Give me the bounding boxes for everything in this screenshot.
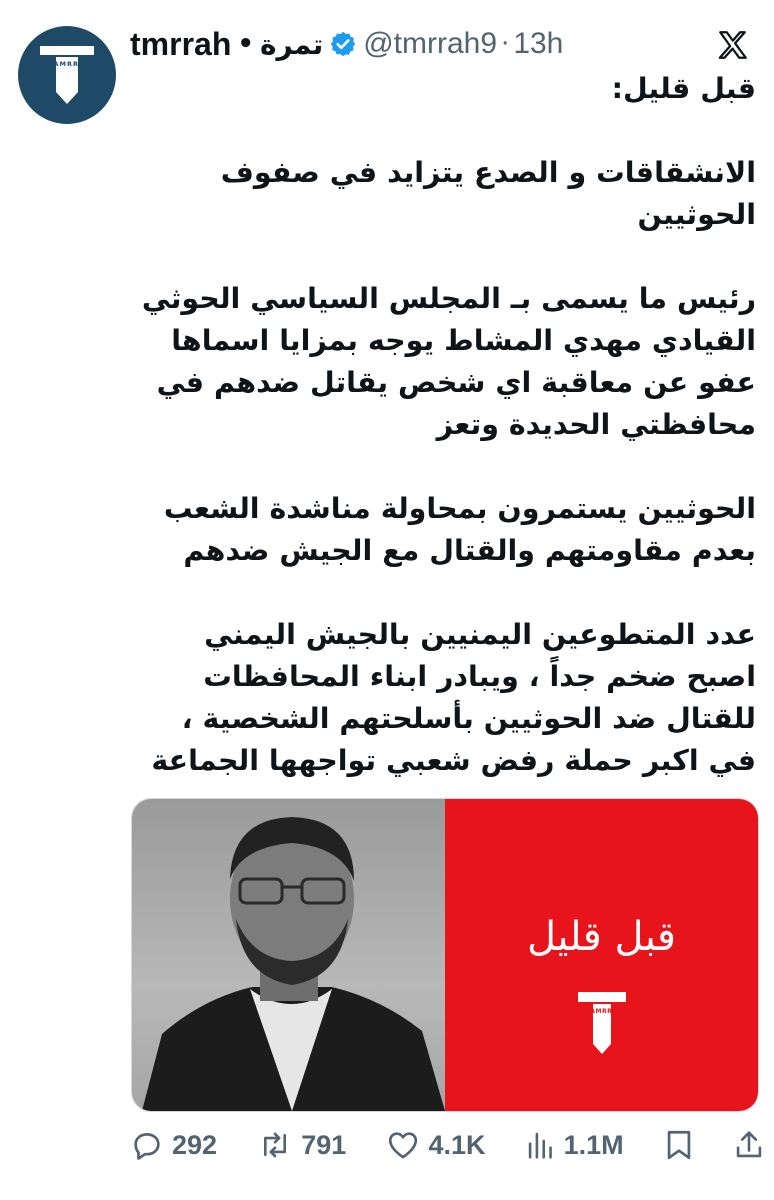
repost-icon bbox=[257, 1128, 293, 1162]
heart-icon bbox=[386, 1128, 420, 1162]
tweet-media-image[interactable] bbox=[131, 798, 759, 1112]
timestamp[interactable]: 13h bbox=[513, 27, 564, 60]
like-count: 4.1K bbox=[428, 1129, 486, 1160]
x-logo-icon[interactable] bbox=[716, 28, 750, 62]
tweet-header bbox=[130, 22, 730, 66]
views-count: 1.1M bbox=[563, 1129, 624, 1160]
reply-count: 292 bbox=[172, 1129, 218, 1160]
name-separator: • bbox=[237, 29, 254, 59]
share-button[interactable] bbox=[734, 1128, 764, 1162]
tweet-paragraph: الانشقاقات و الصدع يتزايد في صفوف الحوثيين bbox=[220, 156, 756, 231]
tamrrh-logo-icon bbox=[578, 992, 626, 1056]
views-button[interactable] bbox=[526, 1128, 624, 1162]
display-name-arabic[interactable]: تمرة bbox=[259, 27, 324, 61]
display-name[interactable]: tmrrah bbox=[130, 25, 232, 62]
repost-count: 791 bbox=[301, 1129, 347, 1160]
svg-text:TAMRRH: TAMRRH bbox=[586, 1008, 618, 1015]
share-icon bbox=[734, 1128, 764, 1162]
svg-text:TAMRRH: TAMRRH bbox=[48, 60, 86, 68]
tweet-paragraph: عدد المتطوعين اليمنيين بالجيش اليمني اصبح ضخم جداً ، ويبادر ابناء المحافظات للقتال ضد الحوثيين بأسلحتهم الشخصية ، في اكبر حملة رفض شعبي تواجهها الجماعة bbox=[151, 618, 756, 777]
tweet-action-bar bbox=[130, 1120, 764, 1170]
media-red-panel bbox=[445, 799, 758, 1111]
tweet-text bbox=[128, 68, 756, 782]
time-separator: · bbox=[501, 29, 510, 59]
tweet-paragraph: قبل قليل: bbox=[611, 72, 756, 105]
media-headline: قبل قليل bbox=[527, 914, 676, 960]
avatar[interactable] bbox=[18, 26, 116, 124]
tamrrh-logo-icon bbox=[18, 26, 116, 124]
repost-button[interactable] bbox=[257, 1128, 346, 1162]
reply-icon bbox=[130, 1128, 164, 1162]
handle[interactable]: @tmrrah9 bbox=[363, 27, 498, 60]
tweet-paragraph: رئيس ما يسمى بـ المجلس السياسي الحوثي القيادي مهدي المشاط يوجه بمزايا اسماها عفو عن معاقبة اي شخص يقاتل ضدهم في محافظتي الحديدة وتعز bbox=[141, 282, 756, 441]
bookmark-icon bbox=[664, 1128, 694, 1162]
like-button[interactable] bbox=[386, 1128, 485, 1162]
portrait-photo bbox=[132, 799, 445, 1111]
verified-badge-icon bbox=[329, 30, 357, 58]
views-chart-icon bbox=[526, 1128, 556, 1162]
reply-button[interactable] bbox=[130, 1128, 217, 1162]
bookmark-button[interactable] bbox=[664, 1128, 694, 1162]
tweet-paragraph: الحوثيين يستمرون بمحاولة مناشدة الشعب بعدم مقاومتهم والقتال مع الجيش ضدهم bbox=[163, 492, 756, 567]
